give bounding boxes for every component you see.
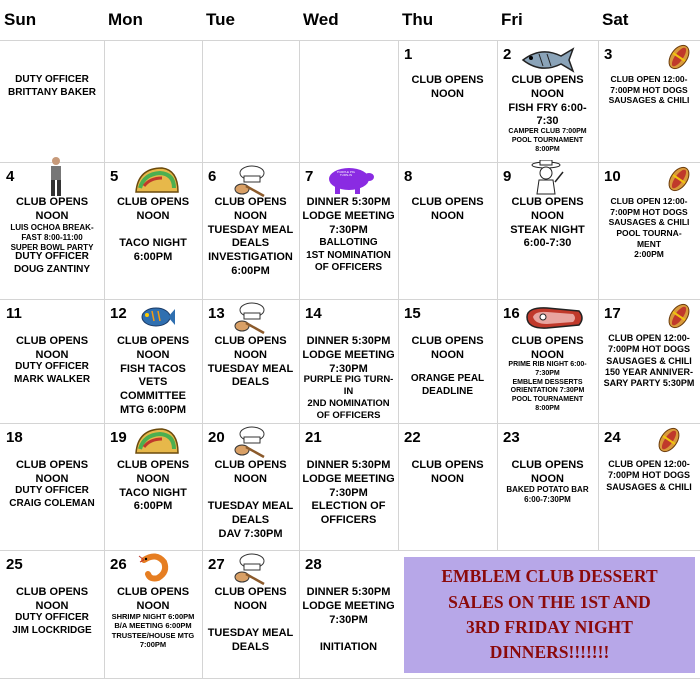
cell-small-text: PRIME RIB NIGHT 6:00- 7:30PM EMBLEM DESSERTS ORIENTATION 7:30PM POOL TOURNAMENT 8:00PM — [508, 361, 587, 412]
day-number: 28 — [305, 556, 322, 573]
day-number: 12 — [110, 305, 127, 322]
day-cell-w4-sat — [598, 423, 700, 550]
day-number: 27 — [208, 556, 225, 573]
cell-text: CLUB OPENS NOON — [411, 74, 484, 100]
cell-text: DINNER 5:30PM LODGE MEETING 7:30PM INITIATION — [302, 586, 395, 653]
cell-text: CLUB OPENS NOON — [15, 586, 89, 612]
cell-text-secondary: ORANGE PEAL DEADLINE — [410, 373, 485, 397]
day-number: 7 — [305, 168, 314, 185]
day-number: 6 — [208, 168, 217, 185]
cell-text: CLUB OPENS NOON TUESDAY MEAL DEALS — [207, 335, 294, 389]
day-cell-w3-fri — [497, 299, 598, 423]
cell-text: CLUB OPENS NOON — [411, 196, 484, 222]
cell-text: DINNER 5:30PM LODGE MEETING 7:30PM — [302, 335, 395, 375]
cell-text: CLUB OPENS NOON TUESDAY MEAL DEALS INVESTIGATION 6:00PM — [207, 196, 294, 277]
day-number: 25 — [6, 556, 23, 573]
cell-text: CLUB OPENS NOON — [511, 335, 584, 361]
person-icon — [46, 156, 66, 198]
day-number: 13 — [208, 305, 225, 322]
day-cell-w2-wed — [299, 162, 398, 299]
day-number: 18 — [6, 429, 23, 446]
fish-icon — [519, 46, 575, 74]
day-cell-w4-mon — [104, 423, 202, 550]
cell-text-secondary: BALLOTING 1ST NOMINATION OF OFFICERS — [306, 237, 391, 273]
cell-text-secondary: DUTY OFFICER MARK WALKER — [13, 361, 91, 385]
cell-small-text: BAKED POTATO BAR 6:00-7:30PM — [506, 485, 589, 504]
cell-text: CLUB OPENS NOON FISH TACOS VETS COMMITTEE MTG 6:00PM — [116, 335, 190, 416]
chef-hat-icon — [230, 425, 268, 459]
cell-text: CLUB OPENS NOON TACO NIGHT 6:00PM — [116, 196, 190, 263]
day-cell-w2-fri — [497, 162, 598, 299]
cell-text-secondary: DUTY OFFICER DOUG ZANTINY — [13, 251, 91, 275]
cell-text: CLUB OPENS NOON — [15, 335, 89, 361]
day-number: 22 — [404, 429, 421, 446]
fish-icon — [138, 303, 176, 331]
day-number: 11 — [6, 305, 22, 322]
cell-text: CLUB OPEN 12:00- 7:00PM HOT DOGS SAUSAGES & CHILI POOL TOURNA- MENT 2:00PM — [608, 196, 690, 260]
day-number: 2 — [503, 46, 512, 63]
day-cell-w3-mon — [104, 299, 202, 423]
cell-text: CLUB OPENS NOON — [15, 196, 89, 222]
cell-text: CLUB OPENS NOON — [116, 586, 190, 612]
day-number: 21 — [305, 429, 322, 446]
day-number: 15 — [404, 305, 421, 322]
day-header-wed: Wed — [303, 10, 339, 29]
cell-text: CLUB OPENS NOON STEAK NIGHT 6:00-7:30 — [510, 196, 585, 250]
pig-sign-text: PURPLE PIG TURN-IN — [336, 170, 355, 178]
day-cell-w4-fri — [497, 423, 598, 550]
day-number: 9 — [503, 168, 512, 185]
hot-dog-icon — [664, 301, 694, 331]
day-cell-w3-wed — [299, 299, 398, 423]
chef-hat-icon — [230, 552, 268, 586]
day-number: 4 — [6, 168, 15, 185]
day-cell-w2-sun — [0, 162, 104, 299]
day-number: 5 — [110, 168, 119, 185]
day-cell-w4-thu — [398, 423, 497, 550]
day-cell-w5-wed — [299, 550, 398, 678]
day-cell-w2-mon — [104, 162, 202, 299]
steak-icon — [523, 305, 587, 331]
cell-text: CLUB OPENS NOON FISH FRY 6:00- 7:30 — [508, 74, 587, 128]
cell-text: CLUB OPEN 12:00- 7:00PM HOT DOGS SAUSAGES & CHILI — [606, 459, 692, 492]
cell-small-text: LUIS OCHOA BREAK- FAST 8:00-11:00 SUPER BOWL PARTY — [10, 223, 94, 252]
cell-small-text: SHRIMP NIGHT 6:00PM B/A MEETING 6:00PM TRUSTEE/HOUSE MTG 7:00PM — [111, 612, 195, 650]
hot-dog-icon — [664, 42, 694, 72]
day-number: 3 — [604, 46, 613, 63]
day-number: 23 — [503, 429, 520, 446]
day-cell-w2-sat — [598, 162, 700, 299]
day-cell-w5-mon — [104, 550, 202, 678]
day-header-sun: Sun — [4, 10, 37, 29]
cell-text: CLUB OPENS NOON — [411, 335, 484, 361]
day-cell-w3-thu — [398, 299, 497, 423]
day-number: 1 — [404, 46, 413, 63]
day-number: 26 — [110, 556, 127, 573]
day-number: 8 — [404, 168, 413, 185]
day-cell-w1-fri — [497, 40, 598, 162]
emblem-club-promo-banner: EMBLEM CLUB DESSERT SALES ON THE 1ST AND 3RD FRIDAY NIGHT DINNERS!!!!!!! — [404, 557, 695, 673]
cell-text-secondary: DUTY OFFICER CRAIG COLEMAN — [9, 485, 95, 509]
cell-text: CLUB OPENS NOON — [15, 459, 89, 485]
cell-text: CLUB OPEN 12:00- 7:00PM HOT DOGS SAUSAGES & CHILI 150 YEAR ANNIVER- SARY PARTY 5:30PM — [603, 333, 695, 388]
cowboy-chef-icon — [529, 160, 565, 198]
day-cell-w4-sun — [0, 423, 104, 550]
day-cell-w4-tue — [202, 423, 299, 550]
cell-text: CLUB OPENS NOON TUESDAY MEAL DEALS — [207, 586, 294, 653]
cell-text: DINNER 5:30PM LODGE MEETING 7:30PM ELECTION OF OFFICERS — [302, 459, 395, 526]
day-cell-w1-sun — [0, 40, 104, 162]
day-number: 19 — [110, 429, 127, 446]
chef-hat-icon — [230, 301, 268, 335]
cell-small-text: CAMPER CLUB 7:00PM POOL TOURNAMENT 8:00PM — [508, 128, 587, 153]
day-number: 14 — [305, 305, 322, 322]
taco-icon — [132, 164, 182, 196]
cell-text: CLUB OPENS NOON — [411, 459, 484, 485]
chef-hat-icon — [230, 164, 268, 198]
day-number: 20 — [208, 429, 225, 446]
taco-icon — [132, 425, 182, 457]
day-cell-w5-tue — [202, 550, 299, 678]
day-cell-w1-sat — [598, 40, 700, 162]
cell-text: CLUB OPEN 12:00- 7:00PM HOT DOGS SAUSAGES & CHILI — [608, 74, 690, 106]
cell-text-secondary: PURPLE PIG TURN-IN 2ND NOMINATION OF OFFICERS — [303, 374, 394, 421]
cell-text: CLUB OPENS NOON TACO NIGHT 6:00PM — [116, 459, 190, 513]
hot-dog-icon — [664, 164, 694, 194]
cell-text: DINNER 5:30PM LODGE MEETING 7:30PM — [302, 196, 395, 236]
day-cell-w2-thu — [398, 162, 497, 299]
cell-text: CLUB OPENS NOON — [511, 459, 584, 485]
day-header-fri: Fri — [501, 10, 523, 29]
day-number: 24 — [604, 429, 621, 446]
hot-dog-icon — [654, 425, 684, 455]
cell-text: DUTY OFFICER BRITTANY BAKER — [8, 74, 96, 98]
day-header-sat: Sat — [602, 10, 629, 29]
day-cell-w1-thu — [398, 40, 497, 162]
day-header-tue: Tue — [206, 10, 235, 29]
day-cell-w2-tue — [202, 162, 299, 299]
cell-text: CLUB OPENS NOON TUESDAY MEAL DEALS DAV 7:30PM — [207, 459, 294, 540]
day-cell-w4-wed — [299, 423, 398, 550]
day-header-thu: Thu — [402, 10, 434, 29]
day-cell-w3-tue — [202, 299, 299, 423]
day-number: 16 — [503, 305, 520, 322]
day-cell-w3-sat — [598, 299, 700, 423]
cell-text-secondary: DUTY OFFICER JIM LOCKRIDGE — [12, 612, 92, 636]
day-number: 17 — [604, 305, 621, 322]
day-number: 10 — [604, 168, 621, 185]
day-cell-w3-sun — [0, 299, 104, 423]
shrimp-icon — [138, 552, 172, 584]
day-header-mon: Mon — [108, 10, 143, 29]
day-cell-w5-sun — [0, 550, 104, 678]
